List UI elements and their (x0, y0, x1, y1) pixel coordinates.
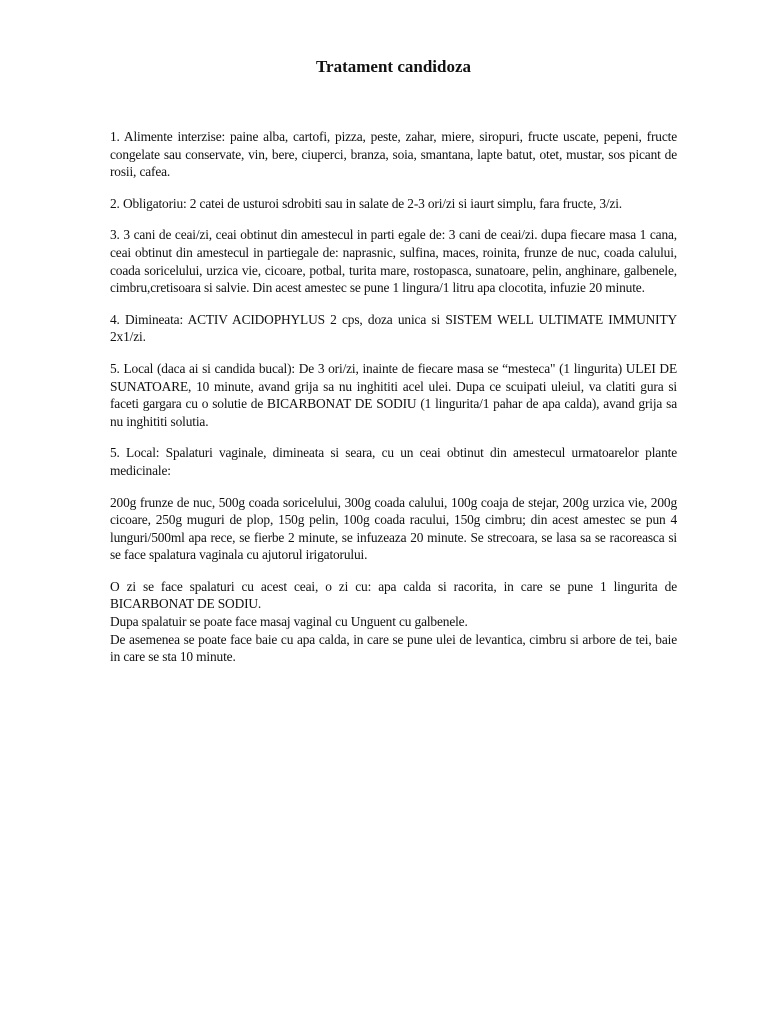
paragraph-alternate-days: O zi se face spalaturi cu acest ceai, o zi cu: apa calda si racorita, in care se pune 1 lingurita de BICARBONAT DE SODIU. (110, 578, 677, 612)
document-page (110, 56, 677, 666)
paragraph-forbidden-foods: 1. Alimente interzise: paine alba, cartofi, pizza, peste, zahar, miere, siropuri, fructe uscate, pepeni, fructe congelate sau conservate, vin, bere, ciuperci, branza, soia, smantana, lapte batut, otet, mustar, sos picant de rosii, cafea. (110, 129, 677, 180)
paragraph-local-vaginal: 5. Local: Spalaturi vaginale, dimineata si seara, cu un ceai obtinut din amestecul urmatoarelor plante medicinale: (110, 445, 677, 478)
paragraph-local-oral: 5. Local (daca ai si candida bucal): De 3 ori/zi, inainte de fiecare masa se “mesteca" (1 lingurita) ULEI DE SUNATOARE, 10 minute, avand grija sa nu inghititi acel ulei. Dupa ce scuipati uleiul, va clatiti gura si faceti gargara cu o solutie de BICARBONAT DE SODIU (1 lingurita/1 pahar de apa calda), avand grija sa nu inghititi solutia. (110, 360, 677, 429)
paragraph-massage: Dupa spalatuir se poate face masaj vaginal cu Unguent cu galbenele. (110, 614, 468, 630)
paragraph-bath: De asemenea se poate face baie cu apa calda, in care se pune ulei de levantica, cimbru si arbore de tei, baie in care se sta 10 minute. (110, 631, 677, 665)
paragraph-plant-mix: 200g frunze de nuc, 500g coada soricelului, 300g coada calului, 100g coaja de stejar, 200g urzica vie, 200g cicoare, 250g muguri de plop, 150g pelin, 100g coada racului, 150g cimbru; din acest amestec se pun 4 lunguri/500ml apa rece, se fierbe 2 minute, se infuzeaza 20 minute. Se strecoara, se lasa sa se racoreasca si se face spalatura vaginala cu ajutorul irigatorului. (110, 494, 677, 563)
paragraph-tea: 3. 3 cani de ceai/zi, ceai obtinut din amestecul in parti egale de: 3 cani de ceai/zi. dupa fiecare masa 1 cana, ceai obtinut din amestecul in partiegale de: naprasnic, sulfina, maces, roinita, frunze de nuc, coada calului, coada soricelului, urzica vie, cicoare, potbal, turita mare, rostopasca, sunatoare, pelin, anghinare, galbenele, cimbru,cretisoara si salvie. Din acest amestec se pune 1 lingura/1 litru apa clocotita, infuzie 20 minute. (110, 227, 677, 296)
document-title: Tratament candidoza (315, 57, 472, 76)
paragraph-mandatory: 2. Obligatoriu: 2 catei de usturoi sdrobiti sau in salate de 2-3 ori/zi si iaurt simplu, fara fructe, 3/zi. (110, 195, 622, 211)
paragraph-morning: 4. Dimineata: ACTIV ACIDOPHYLUS 2 cps, doza unica si SISTEM WELL ULTIMATE IMMUNITY 2x1/zi. (110, 311, 677, 345)
